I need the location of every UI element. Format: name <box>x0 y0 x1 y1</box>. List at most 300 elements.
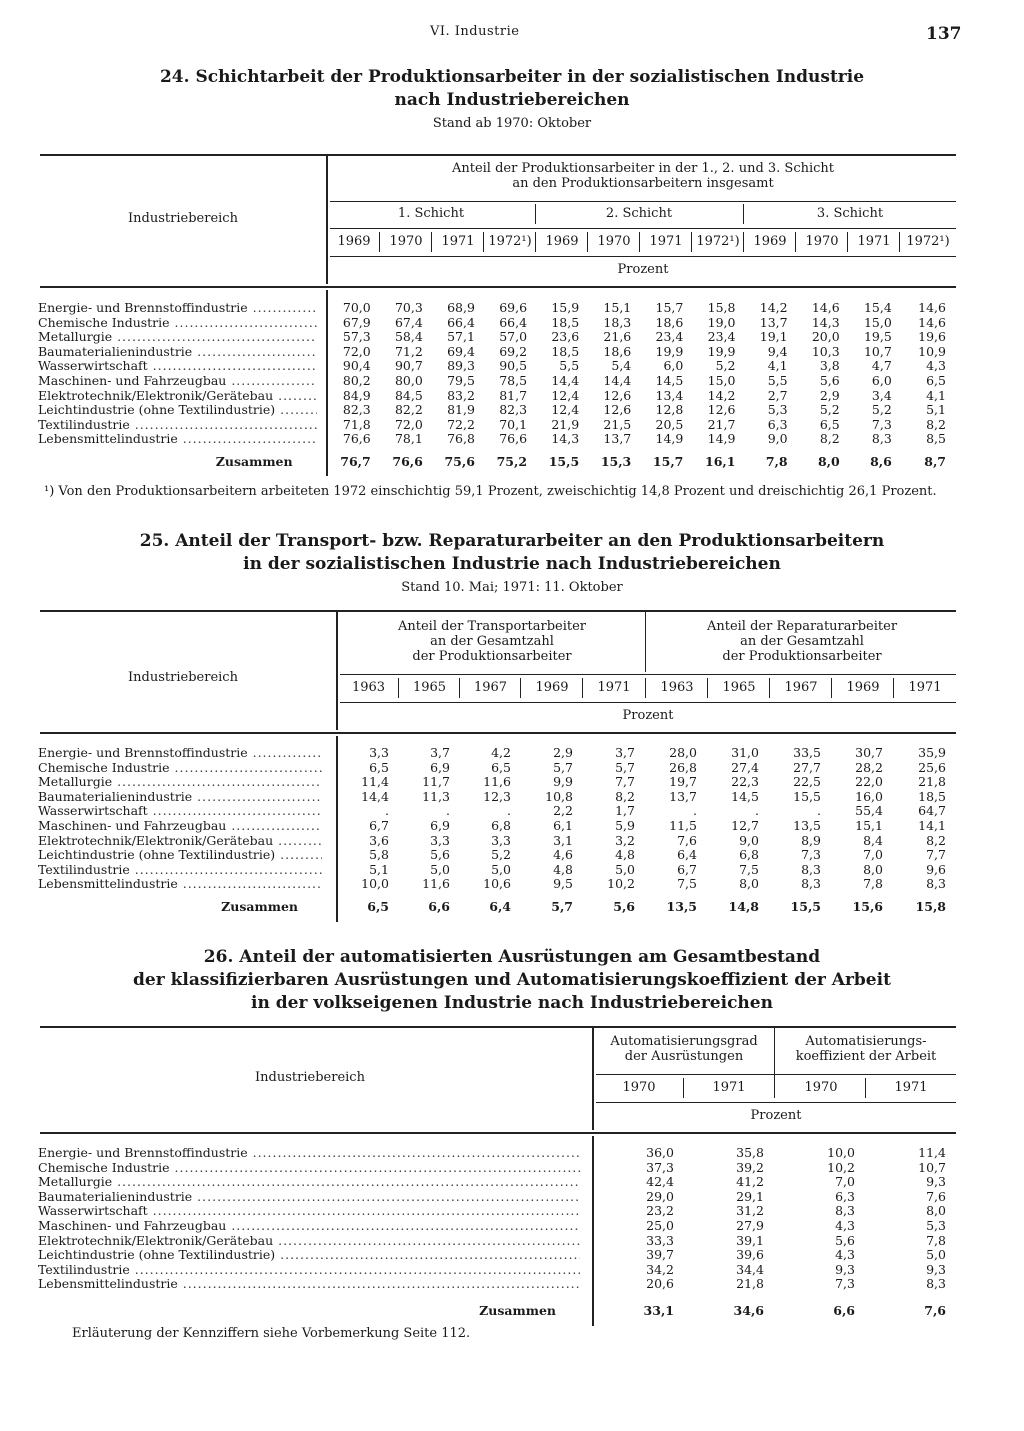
cell-value: 7,0 <box>835 1174 855 1190</box>
t24-year-1969: 1969 <box>545 234 579 249</box>
row-label: Energie- und Brennstoffindustrie ..... <box>38 746 322 761</box>
table-26 <box>38 1146 956 1319</box>
cell-value: 57,0 <box>499 329 528 345</box>
cell-value: 28,2 <box>855 759 883 775</box>
table-24 <box>38 301 956 470</box>
t26-year-1971: 1971 <box>894 1080 928 1095</box>
row-label: Leichtindustrie (ohne Textilindustrie) ..... <box>38 848 322 863</box>
total-value: 75,2 <box>496 453 528 469</box>
spacer <box>322 892 338 915</box>
cell-value: 90,4 <box>342 358 371 374</box>
cell-value: 8,4 <box>863 832 883 848</box>
cell-value: 33,3 <box>646 1232 674 1248</box>
cell-value: 82,3 <box>499 402 528 418</box>
cell-value: 11,7 <box>422 774 450 790</box>
total-row <box>38 1292 956 1319</box>
cell-value: 19,5 <box>863 329 892 345</box>
spacer <box>322 863 338 878</box>
table-26-title-line2: der klassifizierbaren Ausrüstungen und Automatisierungskoeffizient der Arbeit <box>133 970 891 990</box>
cell-value: 7,0 <box>863 847 883 863</box>
total-value: 14,8 <box>728 898 759 914</box>
table-24-shift2-header: 2. Schicht <box>605 206 673 221</box>
cell-value: 14,2 <box>707 387 736 403</box>
table-row <box>38 330 956 345</box>
cell-value: 30,7 <box>855 745 883 760</box>
cell-value: 80,0 <box>394 372 423 388</box>
table-26-groupB-line1: Automatisierungs- <box>805 1034 927 1049</box>
cell-value: 6,0 <box>871 372 892 388</box>
cell-value: 34,4 <box>736 1261 764 1277</box>
cell-value: 39,2 <box>736 1159 764 1175</box>
total-value: 6,4 <box>489 898 511 914</box>
table-25-title <box>0 530 1024 595</box>
cell-value: 9,6 <box>926 861 946 877</box>
table-26-title-line3: in der volkseigenen Industrie nach Industriebereichen <box>251 993 773 1013</box>
cell-value: 6,3 <box>835 1188 855 1204</box>
cell-value: 4,6 <box>553 847 573 863</box>
table-26-groupA-line1: Automatisierungsgrad <box>610 1034 758 1049</box>
cell-value: 11,5 <box>669 817 697 833</box>
cell-value: 22,0 <box>855 774 883 790</box>
table-25 <box>38 746 956 915</box>
cell-value: 19,7 <box>669 774 697 790</box>
cell-value: 28,0 <box>669 745 697 760</box>
t24-year-1970: 1970 <box>805 234 839 249</box>
cell-value: 15,8 <box>707 300 736 315</box>
cell-value: 13,7 <box>669 788 697 804</box>
total-value: 15,5 <box>548 453 580 469</box>
cell-value: 64,7 <box>918 803 946 819</box>
spacer <box>317 418 329 433</box>
cell-value: 90,5 <box>499 358 528 374</box>
spacer <box>317 359 329 374</box>
cell-value: 5,9 <box>615 817 635 833</box>
t24-year-1970: 1970 <box>389 234 423 249</box>
spacer <box>322 775 338 790</box>
cell-value: 2,2 <box>553 803 573 819</box>
spacer <box>317 374 329 389</box>
cell-value: 9,3 <box>835 1261 855 1277</box>
cell-value: 70,0 <box>342 300 371 315</box>
cell-value: 21,5 <box>603 416 632 432</box>
cell-value: 18,5 <box>551 314 580 330</box>
cell-value: 70,1 <box>499 416 528 432</box>
cell-value: 9,3 <box>926 1174 946 1190</box>
table-row <box>38 418 956 433</box>
spacer <box>322 834 338 849</box>
cell-value: 21,6 <box>603 329 632 345</box>
cell-value: 19,9 <box>655 343 684 359</box>
cell-value: 10,0 <box>827 1145 855 1160</box>
spacer <box>322 761 338 776</box>
cell-value: 22,3 <box>731 774 759 790</box>
spacer <box>317 301 329 316</box>
row-label: Lebensmittelindustrie ..... <box>38 1277 580 1292</box>
cell-value: 14,6 <box>811 300 840 315</box>
cell-value: 69,2 <box>499 343 528 359</box>
cell-value: 12,4 <box>551 387 580 403</box>
row-label: Leichtindustrie (ohne Textilindustrie) ..... <box>38 1248 580 1263</box>
cell-value: 27,7 <box>793 759 821 775</box>
cell-value: 15,0 <box>707 372 736 388</box>
row-label: Textilindustrie ..... <box>38 1263 580 1278</box>
row-label: Maschinen- und Fahrzeugbau ..... <box>38 819 322 834</box>
cell-value: 5,2 <box>871 402 892 418</box>
cell-value: 6,3 <box>767 416 788 432</box>
cell-value: 76,8 <box>447 431 475 447</box>
cell-value: . <box>817 803 821 819</box>
total-label: Zusammen <box>221 898 298 914</box>
cell-value: 6,9 <box>430 817 450 833</box>
row-label: Energie- und Brennstoffindustrie ..... <box>38 301 317 316</box>
table-row <box>38 848 956 863</box>
cell-value: 8,0 <box>739 876 759 892</box>
row-label: Baumaterialienindustrie ..... <box>38 345 317 360</box>
total-value: 15,7 <box>652 453 684 469</box>
total-value: 15,8 <box>915 898 946 914</box>
spacer <box>322 804 338 819</box>
cell-value: 7,8 <box>863 876 883 892</box>
cell-value: 89,3 <box>447 358 475 374</box>
cell-value: 7,5 <box>677 876 697 892</box>
table-26-title <box>0 946 1024 1015</box>
cell-value: 68,9 <box>447 300 475 315</box>
cell-value: 12,6 <box>603 387 632 403</box>
cell-value: 5,4 <box>611 358 632 374</box>
table-25-groupA-line1: Anteil der Transportarbeiter <box>397 619 587 634</box>
t25-year-1971: 1971 <box>908 680 942 695</box>
cell-value: 10,7 <box>863 343 892 359</box>
spacer <box>317 403 329 418</box>
cell-value: 23,2 <box>646 1203 674 1219</box>
spacer <box>580 1204 594 1219</box>
total-value: 5,7 <box>551 898 573 914</box>
cell-value: 3,6 <box>369 832 389 848</box>
spacer <box>322 790 338 805</box>
cell-value: 31,2 <box>736 1203 764 1219</box>
table-26-groupB-line2: koeffizient der Arbeit <box>795 1049 937 1064</box>
spacer <box>317 345 329 360</box>
cell-value: 5,5 <box>559 358 580 374</box>
cell-value: 78,1 <box>394 431 423 447</box>
t24-year-1972: 1972¹) <box>906 234 950 249</box>
cell-value: 2,9 <box>553 745 573 760</box>
table-25-groupA-line2: an der Gesamtzahl <box>430 634 554 649</box>
cell-value: 8,3 <box>801 861 821 877</box>
cell-value: 10,0 <box>361 876 389 892</box>
spacer <box>317 389 329 404</box>
t25-year-1967: 1967 <box>784 680 818 695</box>
cell-value: 5,7 <box>553 759 573 775</box>
cell-value: 6,7 <box>369 817 389 833</box>
cell-value: 15,0 <box>863 314 892 330</box>
row-label: Maschinen- und Fahrzeugbau ..... <box>38 374 317 389</box>
cell-value: 72,0 <box>394 416 423 432</box>
cell-value: 4,2 <box>491 745 511 760</box>
cell-value: 23,6 <box>551 329 580 345</box>
cell-value: 12,8 <box>655 402 684 418</box>
cell-value: 15,1 <box>855 817 883 833</box>
cell-value: 4,3 <box>835 1247 855 1263</box>
row-label: Elektrotechnik/Elektronik/Gerätebau ..... <box>38 1234 580 1249</box>
cell-value: 3,1 <box>553 832 573 848</box>
table-row <box>38 345 956 360</box>
table-row <box>38 359 956 374</box>
cell-value: 5,0 <box>430 861 450 877</box>
total-value: 7,8 <box>765 453 788 469</box>
cell-value: 8,3 <box>835 1203 855 1219</box>
cell-value: . <box>446 803 450 819</box>
table-24-shift1-header: 1. Schicht <box>397 206 465 221</box>
cell-value: 5,7 <box>615 759 635 775</box>
cell-value: 10,8 <box>545 788 573 804</box>
table-row <box>38 1161 956 1176</box>
cell-value: 19,1 <box>759 329 788 345</box>
cell-value: 9,5 <box>553 876 573 892</box>
cell-value: 5,1 <box>369 861 389 877</box>
cell-value: 20,0 <box>811 329 840 345</box>
t25-year-1969: 1969 <box>846 680 880 695</box>
cell-value: 16,0 <box>855 788 883 804</box>
cell-value: 13,4 <box>655 387 684 403</box>
cell-value: 29,1 <box>736 1188 764 1204</box>
total-label: Zusammen <box>215 453 293 469</box>
table-row <box>38 746 956 761</box>
cell-value: 5,3 <box>926 1217 946 1233</box>
cell-value: 57,1 <box>447 329 475 345</box>
table-24-title <box>0 66 1024 131</box>
cell-value: 21,8 <box>918 774 946 790</box>
cell-value: 13,7 <box>603 431 632 447</box>
cell-value: 4,8 <box>615 847 635 863</box>
spacer <box>580 1161 594 1176</box>
cell-value: 14,6 <box>918 314 946 330</box>
total-label: Zusammen <box>479 1302 556 1318</box>
spacer <box>580 1292 594 1319</box>
cell-value: 72,0 <box>342 343 371 359</box>
spacer <box>580 1248 594 1263</box>
table-25-groupB-line1: Anteil der Reparaturarbeiter <box>706 619 898 634</box>
cell-value: . <box>385 803 389 819</box>
cell-value: 15,5 <box>793 788 821 804</box>
cell-value: 10,9 <box>918 343 946 359</box>
t24-year-1972: 1972¹) <box>696 234 740 249</box>
row-label: Baumaterialienindustrie ..... <box>38 790 322 805</box>
cell-value: 5,3 <box>767 402 788 418</box>
cell-value: 39,6 <box>736 1247 764 1263</box>
table-25-groupB-line2: an der Gesamtzahl <box>740 634 864 649</box>
cell-value: 2,9 <box>819 387 840 403</box>
cell-value: 14,5 <box>731 788 759 804</box>
spacer <box>317 316 329 331</box>
t26-year-1970: 1970 <box>622 1080 656 1095</box>
t25-year-1967: 1967 <box>473 680 508 695</box>
cell-value: 21,9 <box>551 416 580 432</box>
cell-value: 3,3 <box>430 832 450 848</box>
t25-year-1963: 1963 <box>351 680 386 695</box>
cell-value: 5,6 <box>835 1232 855 1248</box>
table-24-title-line1: 24. Schichtarbeit der Produktionsarbeiter in der sozialistischen Industrie <box>159 67 865 87</box>
table-row <box>38 1190 956 1205</box>
cell-value: 13,7 <box>759 314 788 330</box>
table-row <box>38 316 956 331</box>
total-value: 75,6 <box>444 453 475 469</box>
cell-value: 7,3 <box>835 1276 855 1292</box>
cell-value: 6,5 <box>491 759 511 775</box>
cell-value: 5,0 <box>615 861 635 877</box>
total-value: 7,6 <box>924 1302 946 1318</box>
row-label: Elektrotechnik/Elektronik/Gerätebau ..... <box>38 389 317 404</box>
cell-value: 11,4 <box>361 774 389 790</box>
cell-value: 81,7 <box>499 387 528 403</box>
cell-value: 66,4 <box>499 314 528 330</box>
cell-value: 5,2 <box>715 358 736 374</box>
cell-value: 9,0 <box>767 431 788 447</box>
cell-value: 10,2 <box>827 1159 855 1175</box>
cell-value: 14,2 <box>759 300 788 315</box>
cell-value: 3,4 <box>871 387 892 403</box>
spacer <box>580 1175 594 1190</box>
cell-value: 6,7 <box>677 861 697 877</box>
cell-value: 19,9 <box>707 343 736 359</box>
row-label: Baumaterialienindustrie ..... <box>38 1190 580 1205</box>
spacer <box>317 330 329 345</box>
cell-value: 57,3 <box>342 329 371 345</box>
cell-value: 3,7 <box>615 745 635 760</box>
cell-value: 27,4 <box>731 759 759 775</box>
cell-value: 83,2 <box>447 387 475 403</box>
row-label: Wasserwirtschaft ..... <box>38 1204 580 1219</box>
cell-value: 5,0 <box>926 1247 946 1263</box>
table-row <box>38 432 956 447</box>
total-value: 34,6 <box>733 1302 764 1318</box>
cell-value: 10,3 <box>811 343 840 359</box>
total-value: 33,1 <box>643 1302 674 1318</box>
cell-value: 3,7 <box>430 745 450 760</box>
row-label: Lebensmittelindustrie ..... <box>38 877 322 892</box>
cell-value: 14,4 <box>551 372 580 388</box>
table-row <box>38 863 956 878</box>
t25-year-1963: 1963 <box>660 680 694 695</box>
cell-value: 33,5 <box>793 745 821 760</box>
cell-value: 11,6 <box>483 774 511 790</box>
table-row <box>38 790 956 805</box>
table-24-title-line2: nach Industriebereichen <box>394 90 630 110</box>
t25-year-1969: 1969 <box>535 680 569 695</box>
spacer <box>580 1146 594 1161</box>
cell-value: 31,0 <box>731 745 759 760</box>
total-value: 16,1 <box>705 453 736 469</box>
cell-value: 7,5 <box>739 861 759 877</box>
cell-value: 11,3 <box>422 788 450 804</box>
table-row <box>38 1277 956 1292</box>
cell-value: 82,2 <box>394 402 423 418</box>
cell-value: 8,2 <box>926 832 946 848</box>
cell-value: 4,8 <box>553 861 573 877</box>
cell-value: 2,7 <box>767 387 788 403</box>
cell-value: 84,5 <box>394 387 423 403</box>
cell-value: 5,2 <box>819 402 840 418</box>
cell-value: 9,4 <box>767 343 788 359</box>
row-label: Wasserwirtschaft ..... <box>38 804 322 819</box>
cell-value: 3,2 <box>615 832 635 848</box>
row-label: Textilindustrie ..... <box>38 863 322 878</box>
cell-value: 58,4 <box>394 329 423 345</box>
t26-year-1971: 1971 <box>712 1080 746 1095</box>
table-row <box>38 834 956 849</box>
table-row <box>38 1248 956 1263</box>
cell-value: 41,2 <box>736 1174 764 1190</box>
cell-value: 9,0 <box>739 832 759 848</box>
cell-value: 26,8 <box>669 759 697 775</box>
cell-value: 36,0 <box>646 1145 674 1160</box>
cell-value: . <box>507 803 511 819</box>
table-24-footnote: ¹) Von den Produktionsarbeitern arbeiteten 1972 einschichtig 59,1 Prozent, zweischichtig 14,8 Prozent und dreischichtig 26,1 Prozent. <box>44 484 937 499</box>
table-row <box>38 1175 956 1190</box>
row-label: Elektrotechnik/Elektronik/Gerätebau ..... <box>38 834 322 849</box>
cell-value: 76,6 <box>342 431 371 447</box>
cell-value: 29,0 <box>646 1188 674 1204</box>
table-25-groupB-line3: der Produktionsarbeiter <box>722 649 882 664</box>
table-25-title-line2: in der sozialistischen Industrie nach Industriebereichen <box>243 554 781 574</box>
cell-value: 8,9 <box>801 832 821 848</box>
table-row <box>38 389 956 404</box>
table-26-note: Erläuterung der Kennziffern siehe Vorbemerkung Seite 112. <box>72 1326 471 1341</box>
spacer <box>580 1190 594 1205</box>
table-row <box>38 1204 956 1219</box>
cell-value: 5,6 <box>430 847 450 863</box>
cell-value: 4,1 <box>767 358 788 374</box>
row-label: Chemische Industrie ..... <box>38 316 317 331</box>
total-value: 13,5 <box>666 898 697 914</box>
cell-value: 21,8 <box>736 1276 764 1292</box>
total-value: 5,6 <box>613 898 635 914</box>
table-24-subtitle: Stand ab 1970: Oktober <box>432 116 592 131</box>
cell-value: 6,0 <box>663 358 684 374</box>
cell-value: 7,6 <box>926 1188 946 1204</box>
total-value: 6,6 <box>428 898 450 914</box>
spacer <box>322 848 338 863</box>
cell-value: 8,3 <box>871 431 892 447</box>
cell-value: 35,8 <box>736 1145 764 1160</box>
cell-value: 39,7 <box>646 1247 674 1263</box>
cell-value: 7,3 <box>801 847 821 863</box>
cell-value: 7,8 <box>926 1232 946 1248</box>
cell-value: 3,3 <box>369 745 389 760</box>
cell-value: 5,2 <box>491 847 511 863</box>
cell-value: 1,7 <box>615 803 635 819</box>
cell-value: 82,3 <box>342 402 371 418</box>
cell-value: 80,2 <box>342 372 371 388</box>
total-value: 76,6 <box>392 453 423 469</box>
cell-value: 84,9 <box>342 387 371 403</box>
cell-value: 4,3 <box>835 1217 855 1233</box>
cell-value: 3,3 <box>491 832 511 848</box>
cell-value: 34,2 <box>646 1261 674 1277</box>
cell-value: 78,5 <box>499 372 528 388</box>
spacer <box>317 432 329 447</box>
cell-value: 72,2 <box>447 416 475 432</box>
cell-value: 5,5 <box>767 372 788 388</box>
table-26-unit: Prozent <box>750 1108 802 1123</box>
cell-value: 14,6 <box>918 300 946 315</box>
row-label: Metallurgie ..... <box>38 775 322 790</box>
table-24-group-header-1: Anteil der Produktionsarbeiter in der 1., 2. und 3. Schicht <box>451 161 835 176</box>
running-head <box>0 24 1024 44</box>
table-row <box>38 877 956 892</box>
spacer <box>322 877 338 892</box>
cell-value: 55,4 <box>855 803 883 819</box>
